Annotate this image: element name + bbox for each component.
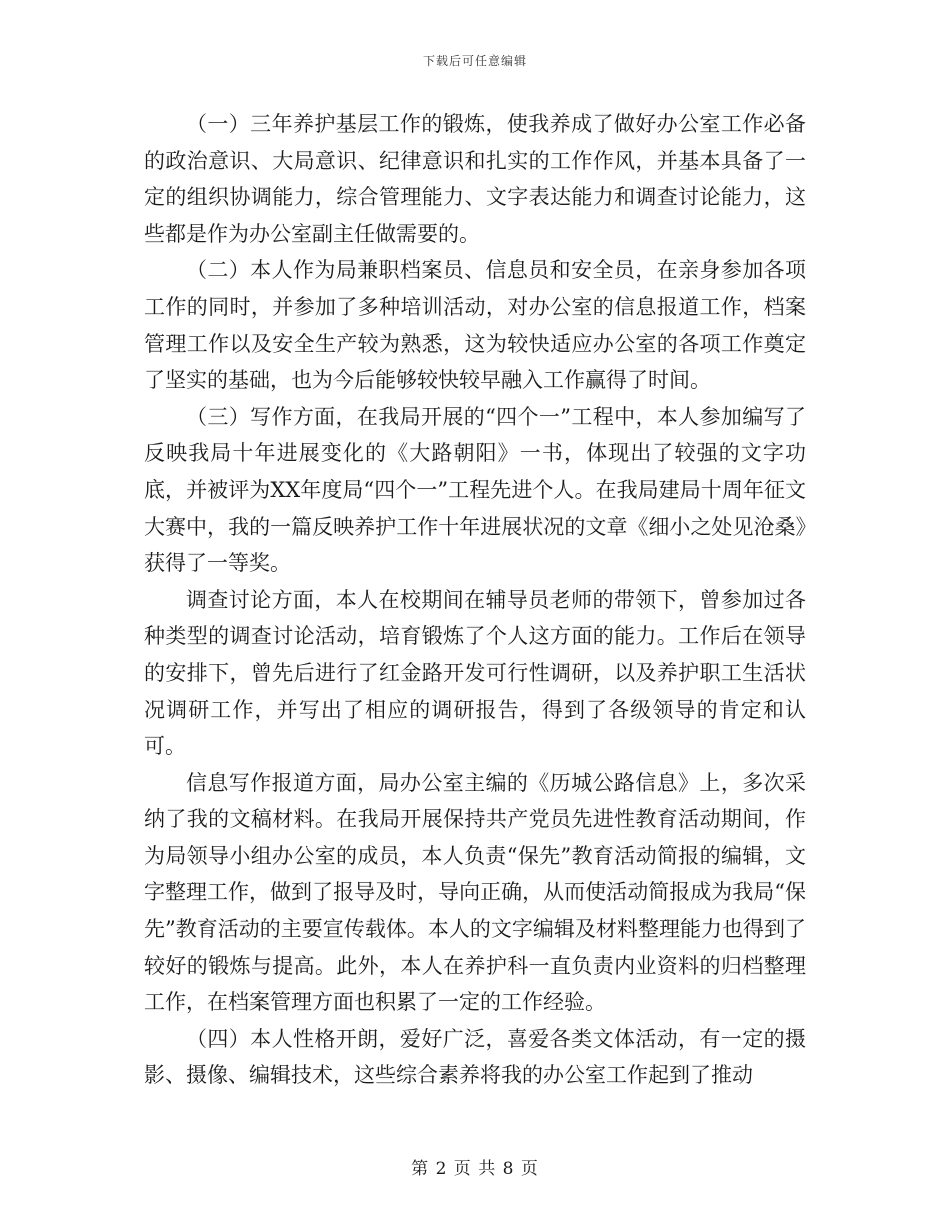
document-body [144, 106, 806, 1094]
paragraph-3: （三）写作方面，在我局开展的“四个一”工程中，本人参加编写了反映我局十年进展变化的《大路朝阳》一书，体现出了较强的文字功底，并被评为XX年度局“四个一”工程先进个人。在我局建局十周年征文大赛中，我的一篇反映养护工作十年进展状况的文章《细小之处见沧桑》获得了一等奖。 [144, 404, 806, 576]
paragraph-4: 调查讨论方面，本人在校期间在辅导员老师的带领下，曾参加过各种类型的调查讨论活动，培育锻炼了个人这方面的能力。工作后在领导的安排下，曾先后进行了红金路开发可行性调研，以及养护职工生活状况调研工作，并写出了相应的调研报告，得到了各级领导的肯定和认可。 [144, 587, 806, 759]
paragraph-5: 信息写作报道方面，局办公室主编的《历城公路信息》上，多次采纳了我的文稿材料。在我局开展保持共产党员先进性教育活动期间，作为局领导小组办公室的成员，本人负责“保先”教育活动简报的编辑，文字整理工作，做到了报导及时，导向正确，从而使活动简报成为我局“保先”教育活动的主要宣传载体。本人的文字编辑及材料整理能力也得到了较好的锻炼与提高。此外，本人在养护科一直负责内业资料的归档整理工作，在档案管理方面也积累了一定的工作经验。 [144, 770, 806, 1015]
paragraph-6: （四）本人性格开朗，爱好广泛，喜爱各类文体活动，有一定的摄影、摄像、编辑技术，这些综合素养将我的办公室工作起到了推动 [144, 1026, 806, 1088]
page-number: 第 2 页 共 8 页 [411, 1159, 539, 1179]
paragraph-1: （一）三年养护基层工作的锻炼，使我养成了做好办公室工作必备的政治意识、大局意识、纪律意识和扎实的工作作风，并基本具备了一定的组织协调能力，综合管理能力、文字表达能力和调查讨论能力，这些都是作为办公室副主任做需要的。 [144, 112, 806, 246]
paragraph-2: （二）本人作为局兼职档案员、信息员和安全员，在亲身参加各项工作的同时，并参加了多种培训活动，对办公室的信息报道工作，档案管理工作以及安全生产较为熟悉，这为较快适应办公室的各项工作奠定了坚实的基础，也为今后能够较快较早融入工作赢得了时间。 [144, 258, 806, 393]
page-header: 下载后可任意编辑 [422, 54, 527, 68]
